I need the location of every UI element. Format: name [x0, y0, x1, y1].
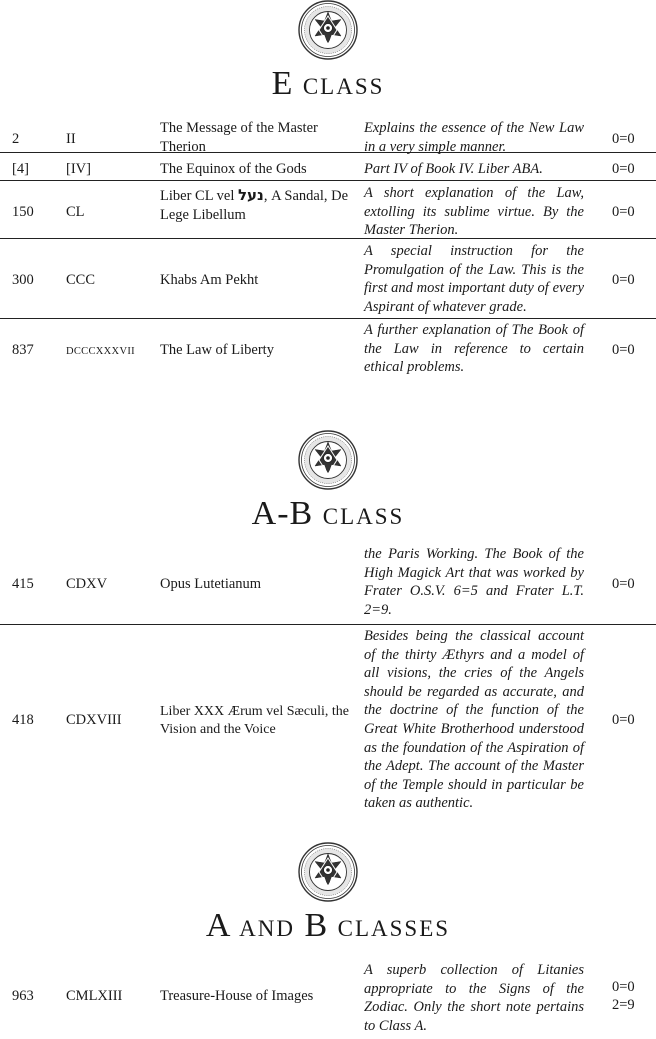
entry-number: 2 — [12, 131, 20, 147]
entry-roman: CDXVIII — [66, 712, 122, 728]
entry-grade: 0=0 — [612, 712, 635, 728]
entry-grade: 0=0 — [612, 342, 635, 358]
entry-number: 837 — [12, 342, 34, 358]
entry-grade: 0=0 — [612, 576, 635, 592]
entry-number: 300 — [12, 272, 34, 288]
section-title-a-and-b-classes: A AND B CLASSES — [205, 907, 451, 944]
entry-roman: CMLXIII — [66, 988, 123, 1004]
entry-grade: 0=0 — [612, 979, 635, 995]
entry-roman: CL — [66, 204, 85, 220]
entry-number: 415 — [12, 576, 34, 592]
entry-grade-secondary: 2=9 — [612, 997, 635, 1013]
aa-seal-icon — [298, 430, 358, 490]
entry-description: A superb collection of Litanies appropriate to the Signs of the Zodiac. Only the short note pertains to Class A. — [364, 962, 584, 1034]
entry-title: Liber CL vel נעל, A Sandal, De Lege Libellum — [160, 186, 349, 223]
entry-title: Khabs Am Pekht — [160, 272, 259, 288]
entry-description: A further explanation of The Book of the Law in reference to certain ethical problems. — [364, 322, 584, 376]
entry-roman: CCC — [66, 272, 96, 288]
section-title-ab-class: A-B CLASS — [251, 495, 405, 532]
entry-grade: 0=0 — [612, 131, 635, 147]
aa-seal-icon — [298, 842, 358, 902]
entry-description: Part IV of Book IV. Liber ABA. — [364, 161, 543, 177]
entry-title: The Equinox of the Gods — [160, 161, 307, 177]
hebrew-word: נעל — [237, 186, 264, 204]
entry-roman: [IV] — [66, 161, 91, 177]
entry-number: 963 — [12, 988, 34, 1004]
entry-title: The Law of Liberty — [160, 342, 274, 358]
table-rule — [0, 318, 656, 319]
entry-grade: 0=0 — [612, 161, 635, 177]
table-rule — [0, 180, 656, 181]
table-rule — [0, 624, 656, 625]
entry-title: Treasure-House of Images — [160, 988, 314, 1004]
entry-grade: 0=0 — [612, 204, 635, 220]
entry-number: 418 — [12, 712, 34, 728]
entry-grade: 0=0 — [612, 272, 635, 288]
entry-roman: CDXV — [66, 576, 108, 592]
entry-title: Liber XXX Ærum vel Sæculi, the Vision and the Voice — [160, 704, 349, 737]
entry-title: Opus Lutetianum — [160, 576, 262, 592]
entry-description: A short explanation of the Law, extolling its sublime virtue. By the Master Therion. — [364, 185, 584, 239]
entry-number: [4] — [12, 161, 29, 177]
entry-description: the Paris Working. The Book of the High Magick Art that was worked by Frater O.S.V. 6=5 and Frater L.T. 2=9. — [364, 546, 584, 618]
section-title-e-class: E CLASS — [271, 65, 385, 102]
entry-title: The Message of the Master Therion — [160, 120, 318, 155]
entry-roman: DCCCXXXVII — [66, 346, 135, 357]
entry-number: 150 — [12, 204, 34, 220]
entry-description: Besides being the classical account of the thirty Æthyrs and a model of all visions, the cries of the Angels should be regarded as accurate, and the doctrine of the function of the Great White Brotherhood understood as the foundation of the Aspiration of the Adept. The account of the Master of the Temple should in particular be taken as authentic. — [364, 628, 584, 812]
entry-description: Explains the essence of the New Law in a very simple manner. — [364, 120, 584, 155]
entry-roman: II — [66, 131, 76, 147]
entry-description: A special instruction for the Promulgation of the Law. This is the first and most important duty of every Aspirant of whatever grade. — [364, 243, 584, 315]
aa-seal-icon — [298, 0, 358, 60]
